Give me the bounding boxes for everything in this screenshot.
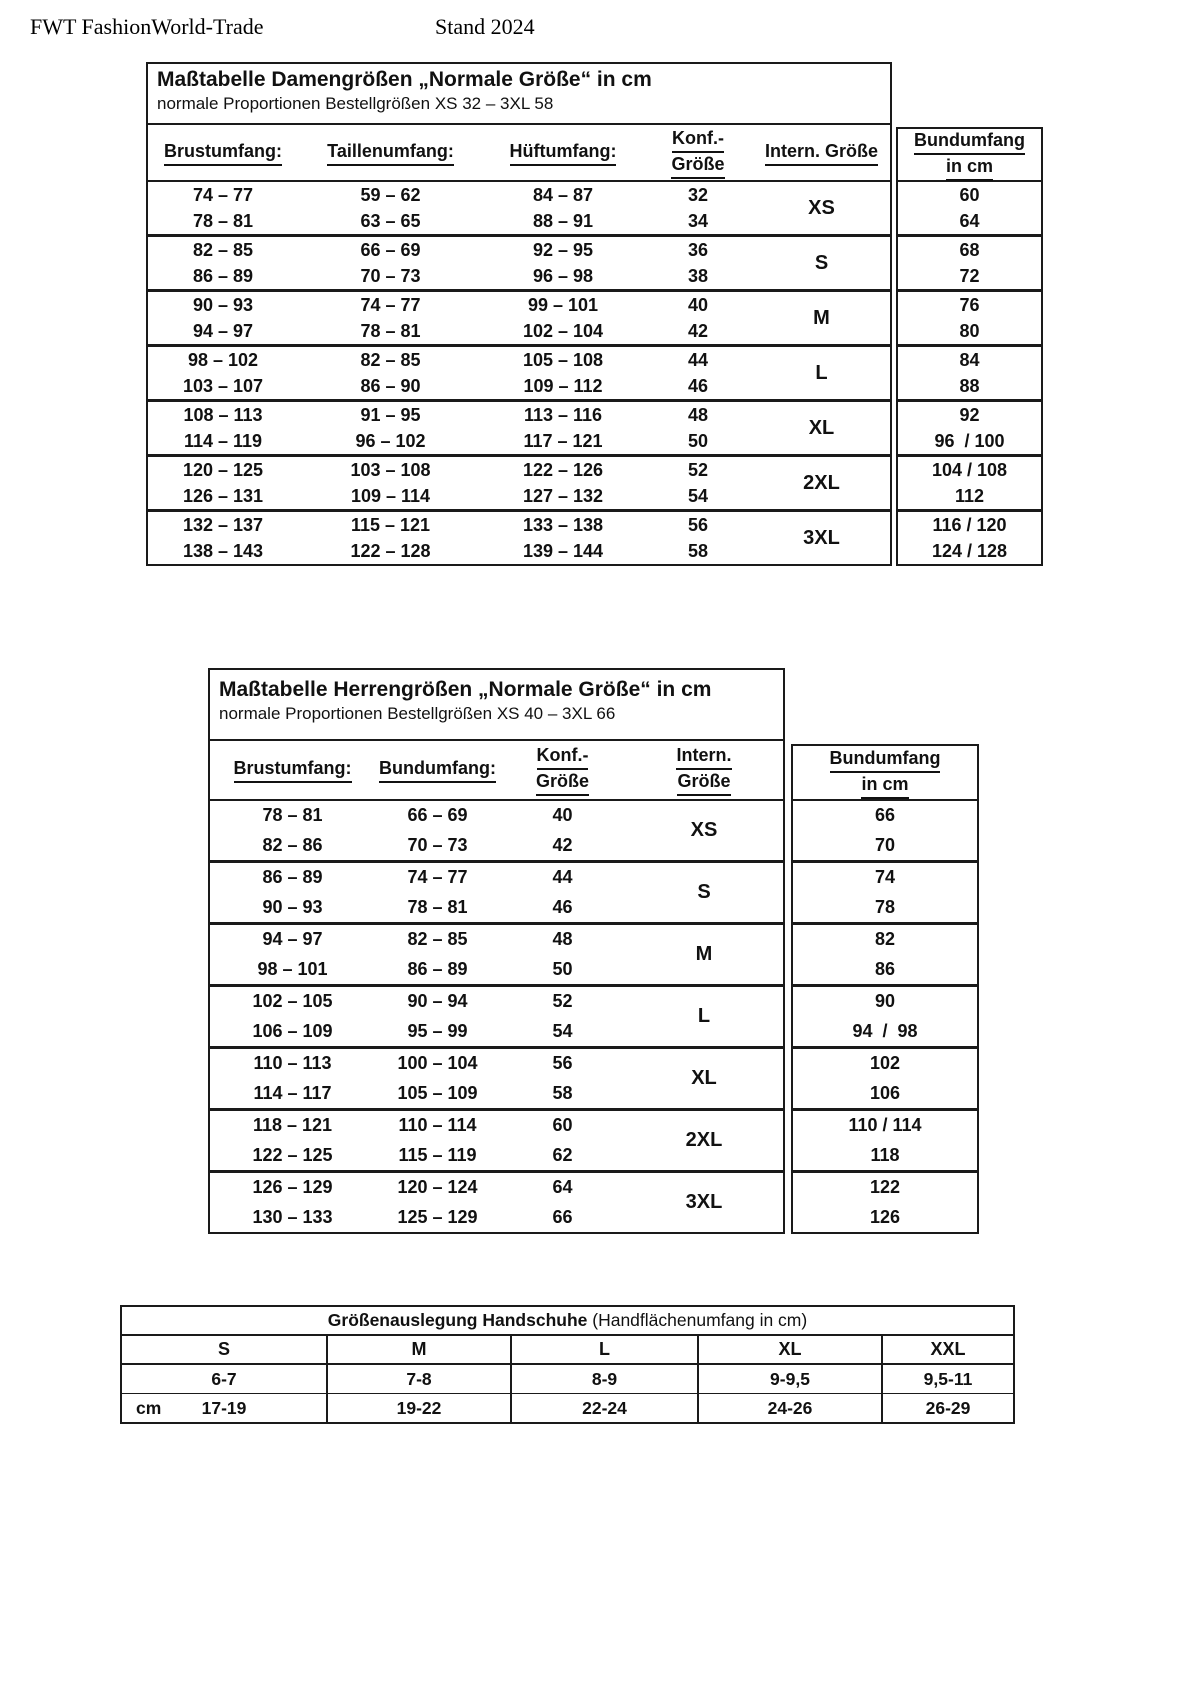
women-value: 109 – 112	[523, 376, 603, 396]
women-col-header	[148, 140, 298, 166]
women-bund-box	[896, 127, 1043, 566]
women-bund-value: 96 / 100	[934, 431, 1005, 451]
men-value: 95 – 99	[407, 1020, 468, 1041]
women-bund-group	[898, 399, 1041, 454]
women-value: 74 – 77	[360, 295, 421, 315]
men-bund-group	[793, 1170, 977, 1232]
women-value: 63 – 65	[360, 211, 421, 231]
women-value: 91 – 95	[360, 405, 421, 425]
women-measure-cell	[643, 292, 753, 344]
women-group	[148, 289, 890, 344]
women-value: 50	[687, 431, 709, 451]
women-bund-group	[898, 289, 1041, 344]
men-bund-header	[793, 746, 977, 801]
men-measure-cell	[375, 925, 500, 984]
glove-size-header: M	[326, 1336, 510, 1363]
women-bund-group	[898, 182, 1041, 234]
women-measure-cell	[298, 457, 483, 509]
women-bund-value: 84	[959, 350, 980, 370]
men-measure-cell	[210, 863, 375, 922]
men-col-header	[375, 757, 500, 783]
glove-cm-value: 26-29	[881, 1394, 1013, 1422]
women-size-label: M	[813, 306, 830, 329]
women-value: 105 – 108	[522, 350, 604, 370]
women-value: 36	[687, 240, 709, 260]
glove-umfang-value: 7-8	[326, 1365, 510, 1393]
men-col-header-text: Größe	[536, 770, 589, 796]
men-bund-group	[793, 801, 977, 860]
women-value: 59 – 62	[360, 185, 421, 205]
men-size-table	[208, 741, 785, 1234]
men-value: 126 – 129	[252, 1177, 333, 1197]
women-group	[148, 182, 890, 234]
women-bund-body	[898, 182, 1041, 564]
men-value: 94 – 97	[262, 929, 323, 949]
glove-umfang-value: 8-9	[510, 1365, 697, 1393]
women-measure-cell	[643, 402, 753, 454]
glove-size-header: XL	[697, 1336, 881, 1363]
men-measure-cell	[210, 925, 375, 984]
women-measure-cell	[148, 292, 298, 344]
women-bund-header-text: in cm	[946, 155, 993, 181]
men-value: 110 – 113	[253, 1053, 332, 1073]
women-value: 52	[687, 460, 709, 480]
men-group	[210, 984, 783, 1046]
men-value: 70 – 73	[407, 834, 468, 855]
men-value: 44	[552, 867, 573, 887]
women-col-header	[753, 140, 890, 166]
men-bund-value: 110 / 114	[848, 1115, 922, 1135]
men-value: 105 – 109	[397, 1082, 478, 1103]
men-size-label: S	[697, 881, 711, 903]
women-size-label: XS	[808, 196, 835, 219]
women-measure-cell	[483, 347, 643, 399]
men-table-title: Maßtabelle Herrengrößen „Normale Größe“ in cm	[219, 678, 712, 701]
women-value: 99 – 101	[527, 295, 599, 315]
women-value: 88 – 91	[532, 211, 594, 231]
brand-text: FWT FashionWorld-Trade	[30, 14, 264, 39]
women-table-title: Maßtabelle Damengrößen „Normale Größe“ in cm	[157, 68, 652, 91]
women-size-label: S	[814, 251, 829, 274]
women-bund-header-text: Bundumfang	[914, 129, 1025, 155]
women-col-header-text: Brustumfang:	[164, 140, 282, 166]
women-bund-value: 68	[959, 240, 980, 260]
glove-cm-value: 17-19	[201, 1398, 247, 1418]
women-value: 84 – 87	[532, 185, 594, 205]
men-size-label: L	[697, 1005, 711, 1027]
men-table-subtitle: normale Proportionen Bestellgrößen XS 40 – 3XL 66	[219, 704, 616, 723]
glove-cm-unit-label: cm	[136, 1398, 162, 1418]
men-size-label: 2XL	[685, 1129, 723, 1151]
women-measure-cell	[643, 512, 753, 564]
men-bund-value: 122	[869, 1177, 901, 1197]
men-measure-cell	[375, 987, 500, 1046]
men-col-header	[210, 757, 375, 783]
men-measure-cell	[375, 1111, 500, 1170]
women-col-header-text: Hüftumfang:	[510, 140, 617, 166]
women-value: 96 – 98	[532, 266, 594, 286]
women-col-header	[643, 127, 753, 179]
women-value: 94 – 97	[192, 321, 254, 341]
men-measure-cell	[375, 863, 500, 922]
men-measure-cell	[210, 1173, 375, 1232]
stand-text: Stand 2024	[435, 14, 535, 39]
women-value: 66 – 69	[360, 240, 421, 260]
men-group	[210, 1046, 783, 1108]
glove-umfang-value: 9-9,5	[697, 1365, 881, 1393]
women-measure-cell	[148, 347, 298, 399]
women-bund-group	[898, 234, 1041, 289]
women-measure-cell	[643, 182, 753, 234]
women-value: 78 – 81	[360, 321, 421, 341]
men-group	[210, 1108, 783, 1170]
men-bund-body	[793, 801, 977, 1232]
men-bund-value: 106	[869, 1082, 901, 1103]
men-measure-cell	[500, 801, 625, 860]
men-value: 74 – 77	[407, 867, 468, 887]
men-bund-value: 94 / 98	[852, 1020, 918, 1041]
women-size-label: 3XL	[803, 526, 840, 549]
men-col-header-text: Konf.-	[537, 744, 589, 770]
women-bund-value: 72	[959, 266, 980, 286]
women-value: 42	[687, 321, 709, 341]
men-value: 90 – 94	[407, 991, 468, 1011]
men-value: 106 – 109	[252, 1020, 333, 1041]
women-size-label: XL	[808, 416, 835, 439]
men-measure-cell	[500, 925, 625, 984]
women-bund-value: 60	[959, 185, 980, 205]
men-group	[210, 922, 783, 984]
women-value: 58	[687, 541, 709, 561]
women-measure-cell	[643, 237, 753, 289]
men-bund-group	[793, 1046, 977, 1108]
men-bund-value: 118	[870, 1144, 900, 1165]
women-value: 113 – 116	[523, 405, 603, 425]
men-table-header-row	[210, 741, 783, 801]
men-value: 46	[552, 896, 573, 917]
men-col-header-text: Brustumfang:	[234, 757, 352, 783]
women-col-header-text: Taillenumfang:	[327, 140, 454, 166]
women-value: 108 – 113	[183, 405, 263, 425]
men-size-label: XL	[691, 1067, 717, 1089]
women-value: 96 – 102	[355, 431, 426, 451]
women-measure-cell	[298, 347, 483, 399]
women-value: 78 – 81	[192, 211, 254, 231]
glove-cm-value: 24-26	[697, 1394, 881, 1422]
men-value: 118 – 121	[252, 1115, 333, 1135]
women-bund-group	[898, 454, 1041, 509]
women-measure-cell	[643, 457, 753, 509]
women-value: 86 – 90	[360, 376, 421, 396]
women-value: 44	[687, 350, 709, 370]
women-value: 32	[687, 185, 709, 205]
women-value: 82 – 85	[192, 240, 254, 260]
women-group	[148, 454, 890, 509]
women-value: 34	[687, 211, 709, 231]
women-measure-cell	[148, 457, 298, 509]
glove-cm-cell	[122, 1394, 326, 1422]
women-value: 117 – 121	[523, 431, 603, 451]
men-value: 120 – 124	[397, 1177, 478, 1197]
glove-umfang-row	[122, 1365, 1013, 1394]
men-bund-box	[791, 744, 979, 1234]
men-value: 102 – 105	[252, 991, 333, 1011]
women-group	[148, 509, 890, 564]
men-value: 56	[552, 1053, 573, 1073]
men-value: 54	[552, 1020, 573, 1041]
men-value: 42	[552, 834, 573, 855]
women-measure-cell	[483, 237, 643, 289]
women-col-header	[298, 140, 483, 166]
women-value: 138 – 143	[182, 541, 264, 561]
women-value: 82 – 85	[360, 350, 421, 370]
women-bund-value: 92	[959, 405, 980, 425]
men-size-label: M	[695, 943, 713, 965]
men-bund-value: 86	[874, 958, 896, 979]
women-measure-cell	[298, 237, 483, 289]
women-col-header-text: Konf.-	[672, 127, 724, 153]
men-table-title-box	[208, 668, 785, 741]
women-value: 133 – 138	[522, 515, 604, 535]
women-table-title-box	[146, 62, 892, 125]
women-value: 122 – 126	[522, 460, 604, 480]
women-bund-header	[898, 129, 1041, 182]
women-value: 86 – 89	[192, 266, 254, 286]
women-measure-cell	[483, 292, 643, 344]
women-measure-cell	[643, 347, 753, 399]
women-group	[148, 399, 890, 454]
glove-cm-row	[122, 1394, 1013, 1422]
women-table-subtitle: normale Proportionen Bestellgrößen XS 32 – 3XL 58	[157, 94, 554, 113]
women-value: 40	[687, 295, 709, 315]
men-col-header	[500, 744, 625, 796]
women-measure-cell	[483, 402, 643, 454]
men-col-header-text: Größe	[677, 770, 730, 796]
men-value: 115 – 119	[398, 1144, 477, 1165]
men-value: 82 – 86	[262, 834, 323, 855]
women-value: 38	[687, 266, 709, 286]
women-col-header-text: Intern. Größe	[765, 140, 878, 166]
women-size-table	[146, 125, 892, 566]
men-group	[210, 860, 783, 922]
men-measure-cell	[210, 987, 375, 1046]
glove-size-header: L	[510, 1336, 697, 1363]
women-measure-cell	[298, 292, 483, 344]
women-bund-value: 124 / 128	[931, 541, 1008, 561]
women-measure-cell	[483, 182, 643, 234]
women-bund-value: 104 / 108	[931, 460, 1008, 480]
women-value: 90 – 93	[192, 295, 254, 315]
women-value: 92 – 95	[532, 240, 594, 260]
women-measure-cell	[298, 182, 483, 234]
men-measure-cell	[375, 1049, 500, 1108]
men-bund-header-text: in cm	[861, 773, 908, 799]
women-value: 127 – 132	[522, 486, 604, 506]
men-value: 86 – 89	[407, 958, 468, 979]
women-bund-group	[898, 344, 1041, 399]
men-bund-group	[793, 860, 977, 922]
men-table-body	[210, 801, 783, 1232]
men-bund-group	[793, 922, 977, 984]
glove-table-title-rest: (Handflächenumfang in cm)	[587, 1310, 808, 1330]
men-value: 90 – 93	[262, 896, 323, 917]
men-value: 64	[552, 1177, 573, 1197]
men-bund-header-text: Bundumfang	[830, 747, 941, 773]
women-size-label: 2XL	[803, 471, 840, 494]
men-value: 98 – 101	[257, 958, 328, 979]
men-bund-value: 74	[874, 867, 896, 887]
women-value: 70 – 73	[360, 266, 421, 286]
men-value: 114 – 117	[253, 1082, 332, 1103]
women-value: 109 – 114	[350, 486, 431, 506]
women-measure-cell	[148, 512, 298, 564]
men-value: 78 – 81	[262, 805, 323, 825]
women-bund-value: 80	[959, 321, 980, 341]
women-measure-cell	[298, 512, 483, 564]
men-bund-value: 78	[874, 896, 896, 917]
men-measure-cell	[210, 1049, 375, 1108]
women-value: 102 – 104	[522, 321, 604, 341]
women-value: 46	[687, 376, 709, 396]
men-value: 58	[552, 1082, 573, 1103]
men-measure-cell	[210, 801, 375, 860]
men-value: 78 – 81	[407, 896, 468, 917]
men-size-label: XS	[690, 819, 718, 841]
women-bund-value: 112	[954, 486, 985, 506]
men-value: 66	[552, 1206, 573, 1227]
men-bund-value: 66	[874, 805, 896, 825]
men-value: 66 – 69	[407, 805, 468, 825]
women-value: 122 – 128	[350, 541, 431, 561]
women-measure-cell	[483, 457, 643, 509]
men-measure-cell	[375, 1173, 500, 1232]
women-group	[148, 234, 890, 289]
women-value: 120 – 125	[182, 460, 264, 480]
women-value: 74 – 77	[192, 185, 254, 205]
women-col-header	[483, 140, 643, 166]
men-bund-value: 126	[869, 1206, 901, 1227]
men-bund-group	[793, 984, 977, 1046]
men-bund-value: 90	[874, 991, 896, 1011]
men-value: 86 – 89	[262, 867, 323, 887]
men-value: 130 – 133	[252, 1206, 333, 1227]
women-value: 48	[687, 405, 709, 425]
men-value: 60	[552, 1115, 573, 1135]
men-value: 50	[552, 958, 573, 979]
men-value: 110 – 114	[398, 1115, 477, 1135]
women-table-body	[148, 182, 890, 564]
men-bund-value: 70	[874, 834, 896, 855]
men-bund-group	[793, 1108, 977, 1170]
glove-size-header-row	[122, 1336, 1013, 1365]
men-measure-cell	[375, 801, 500, 860]
men-value: 40	[552, 805, 573, 825]
men-value: 122 – 125	[252, 1144, 333, 1165]
men-group	[210, 801, 783, 860]
women-group	[148, 344, 890, 399]
women-bund-value: 64	[959, 211, 980, 231]
glove-umfang-value: 9,5-11	[881, 1365, 1013, 1393]
glove-cm-value: 22-24	[510, 1394, 697, 1422]
men-measure-cell	[500, 1049, 625, 1108]
women-measure-cell	[148, 237, 298, 289]
women-value: 54	[687, 486, 709, 506]
men-col-header	[625, 744, 783, 796]
men-measure-cell	[500, 1111, 625, 1170]
glove-table-title-bold: Größenauslegung Handschuhe	[327, 1310, 588, 1330]
men-bund-value: 82	[874, 929, 896, 949]
women-measure-cell	[298, 402, 483, 454]
women-value: 114 – 119	[183, 431, 263, 451]
women-bund-value: 116 / 120	[932, 515, 1007, 535]
women-value: 98 – 102	[187, 350, 259, 370]
men-measure-cell	[500, 863, 625, 922]
men-value: 48	[552, 929, 573, 949]
women-measure-cell	[148, 402, 298, 454]
women-value: 103 – 107	[182, 376, 264, 396]
women-table-header-row	[148, 125, 890, 182]
glove-size-header: S	[217, 1339, 230, 1359]
men-col-header-text: Bundumfang:	[379, 757, 496, 783]
glove-umfang-value: 6-7	[211, 1369, 237, 1389]
men-measure-cell	[500, 1173, 625, 1232]
women-col-header-text: Größe	[671, 153, 724, 179]
women-measure-cell	[483, 512, 643, 564]
women-bund-group	[898, 509, 1041, 564]
women-value: 115 – 121	[350, 515, 431, 535]
men-value: 52	[552, 991, 573, 1011]
women-bund-value: 88	[959, 376, 980, 396]
glove-table-title	[122, 1307, 1013, 1336]
men-group	[210, 1170, 783, 1232]
women-value: 132 – 137	[182, 515, 264, 535]
glove-size-table	[120, 1305, 1015, 1424]
men-value: 82 – 85	[407, 929, 468, 949]
men-measure-cell	[210, 1111, 375, 1170]
women-measure-cell	[148, 182, 298, 234]
men-size-label: 3XL	[685, 1191, 723, 1213]
glove-cm-value: 19-22	[326, 1394, 510, 1422]
women-value: 56	[687, 515, 709, 535]
women-value: 139 – 144	[522, 541, 604, 561]
men-measure-cell	[500, 987, 625, 1046]
women-value: 103 – 108	[350, 460, 431, 480]
women-bund-value: 76	[959, 295, 980, 315]
men-col-header-text: Intern.	[676, 744, 731, 770]
women-value: 126 – 131	[182, 486, 264, 506]
men-bund-value: 102	[869, 1053, 901, 1073]
glove-size-header: XXL	[881, 1336, 1013, 1363]
women-size-label: L	[815, 361, 828, 384]
men-value: 125 – 129	[397, 1206, 478, 1227]
men-value: 100 – 104	[397, 1053, 478, 1073]
men-value: 62	[552, 1144, 573, 1165]
